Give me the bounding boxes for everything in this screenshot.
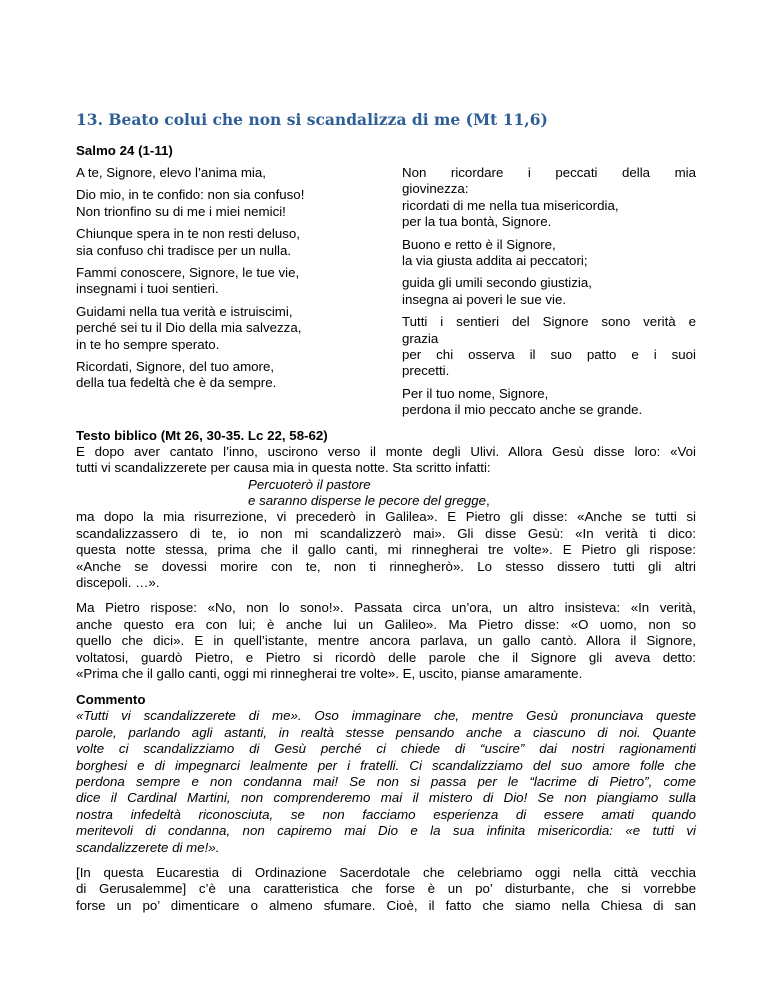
- text-line: di Gerusalemme] c’è una caratteristica che forse è un po’ disturbante, che si vorrebbe: [76, 881, 696, 897]
- text-line: «Tutti vi scandalizzerete di me». Oso immaginare che, mentre Gesù pronunciava queste: [76, 708, 696, 724]
- text-line: «Prima che il gallo canti, oggi mi rinnegherai tre volte». E, uscito, pianse amaramente.: [76, 665, 583, 681]
- psalm-stanza: [76, 359, 350, 392]
- biblical-paragraph-2: [76, 600, 696, 682]
- scripture-quote-line: Percuoterò il pastore: [248, 476, 371, 492]
- psalm-verse: della tua fedeltà che è da sempre.: [76, 375, 277, 391]
- text-line: tutti vi scandalizzerete per causa mia in questa notte. Sta scritto infatti:: [76, 460, 491, 476]
- psalm-heading: Salmo 24 (1-11): [76, 143, 173, 158]
- psalm-stanza: [76, 265, 350, 298]
- quote-punctuation: ,: [486, 492, 490, 508]
- text-line: discepoli. …».: [76, 574, 160, 590]
- psalm-verse: giovinezza:: [402, 181, 469, 197]
- text-line: quello che dici». E in quell’istante, mentre ancora parlava, un gallo cantò. Allora il Signore,: [76, 633, 696, 649]
- text-line: scandalizzassero di te, io non mi scandalizzerò mai». Gli disse Gesù: «In verità ti dico:: [76, 525, 696, 541]
- text-line: scandalizzerete di me!».: [76, 839, 220, 855]
- psalm-left-column: [76, 165, 350, 425]
- text-line: dice il Cardinal Martini, non comprenderemo mai il mistero di Dio! Se non piangiamo sulla: [76, 790, 696, 806]
- psalm-stanza: [76, 226, 350, 259]
- psalm-right-column: [402, 165, 696, 425]
- psalm-stanza: [76, 165, 350, 181]
- psalm-verse: Tutti i sentieri del Signore sono verità e: [402, 314, 696, 330]
- psalm-verse: per chi osserva il suo patto e i suoi: [402, 347, 696, 363]
- text-line: meritevoli di condanna, non capiremo mai Dio e la sua infinita misericordia: «e tutti vi: [76, 823, 696, 839]
- text-line: anche questo era con lui; è anche lui un Galileo». Ma Pietro disse: «O uomo, non so: [76, 616, 696, 632]
- scripture-quote-line: [76, 493, 696, 509]
- text-line: voltatosi, guardò Pietro, e Pietro si ricordò delle parole che il Signore gli aveva detto:: [76, 649, 696, 665]
- psalm-verse: guida gli umili secondo giustizia,: [402, 275, 592, 291]
- psalm-stanza: [76, 304, 350, 353]
- commento-paragraph-1: [76, 708, 696, 856]
- psalm-verse: la via giusta addita ai peccatori;: [402, 253, 588, 269]
- psalm-verse: Per il tuo nome, Signore,: [402, 385, 549, 401]
- text-line: perdona sempre e non condanna mai! Se non si passa per le “lacrime di Pietro”, come: [76, 774, 696, 789]
- psalm-verse: Non trionfino su di me i miei nemici!: [76, 203, 286, 219]
- psalm-verse: in te ho sempre sperato.: [76, 336, 220, 352]
- psalm-columns: [76, 165, 696, 425]
- text-line: volte ci scandalizziamo di Gesù perché ci chiede di “uscire” dai nostri ragionamenti: [76, 741, 696, 757]
- biblical-paragraph-1: [76, 444, 696, 592]
- psalm-verse: A te, Signore, elevo l’anima mia,: [76, 165, 266, 180]
- document-page: [76, 110, 696, 923]
- psalm-verse: ricordati di me nella tua misericordia,: [402, 197, 619, 213]
- text-line: questa notte stessa, prima che il gallo canti, mi rinnegherai tre volte». E Pietro gli rispose:: [76, 542, 696, 558]
- psalm-verse: perché sei tu il Dio della mia salvezza,: [76, 320, 302, 336]
- psalm-verse: Non ricordare i peccati della mia: [402, 165, 696, 180]
- text-line: nostra infedeltà riconosciuta, se non facciamo esperienza di essere amati quando: [76, 806, 696, 822]
- scripture-quote-text: e saranno disperse le pecore del gregge: [248, 492, 487, 508]
- text-line: borghesi e di impegnarci lealmente per i fratelli. Ci scandalizziamo del suo amore folle che: [76, 757, 696, 773]
- psalm-stanza: [402, 237, 696, 270]
- text-line: Ma Pietro rispose: «No, non lo sono!». Passata circa un’ora, un altro insisteva: «In verità,: [76, 600, 696, 616]
- psalm-verse: Ricordati, Signore, del tuo amore,: [76, 359, 275, 375]
- psalm-verse: perdona il mio peccato anche se grande.: [402, 402, 643, 418]
- psalm-verse: precetti.: [402, 363, 450, 379]
- psalm-verse: Chiunque spera in te non resti deluso,: [76, 226, 300, 242]
- psalm-stanza: [402, 165, 696, 231]
- psalm-stanza: [76, 187, 350, 220]
- psalm-stanza: [402, 314, 696, 380]
- psalm-verse: Guidami nella tua verità e istruiscimi,: [76, 303, 293, 319]
- psalm-verse: per la tua bontà, Signore.: [402, 214, 552, 230]
- text-line: E dopo aver cantato l’inno, uscirono verso il monte degli Ulivi. Allora Gesù disse loro: «Voi: [76, 443, 696, 459]
- psalm-verse: Dio mio, in te confido: non sia confuso!: [76, 187, 305, 203]
- psalm-verse: Fammi conoscere, Signore, le tue vie,: [76, 265, 300, 281]
- psalm-verse: sia confuso chi tradisce per un nulla.: [76, 242, 292, 258]
- psalm-verse: insegnami i tuoi sentieri.: [76, 281, 219, 297]
- text-line: ma dopo la mia risurrezione, vi precederò in Galilea». E Pietro gli disse: «Anche se tutti si: [76, 509, 696, 525]
- psalm-verse: insegna ai poveri le sue vie.: [402, 291, 567, 307]
- psalm-verse: Buono e retto è il Signore,: [402, 236, 556, 252]
- psalm-stanza: [402, 386, 696, 419]
- text-line: «Anche se dovessi morire con te, non ti rinnegherò». Lo stesso dissero tutti gli altri: [76, 558, 696, 574]
- section-title: 13. Beato colui che non si scandalizza di me (Mt 11,6): [76, 110, 548, 129]
- psalm-stanza: [402, 275, 696, 308]
- text-line: forse un po’ dimenticare o almeno sfumare. Cioè, il fatto che siamo nella Chiesa di san: [76, 897, 696, 913]
- text-line: [In questa Eucarestia di Ordinazione Sacerdotale che celebriamo oggi nella città vecchia: [76, 865, 696, 881]
- psalm-verse: grazia: [402, 330, 439, 346]
- biblical-heading: Testo biblico (Mt 26, 30-35. Lc 22, 58-62): [76, 427, 328, 443]
- commento-paragraph-2: [76, 865, 696, 914]
- text-line: parole, parlando agli astanti, in realtà stesse pensando anche a ciascuno di noi. Quante: [76, 724, 696, 740]
- commento-heading: Commento: [76, 692, 146, 708]
